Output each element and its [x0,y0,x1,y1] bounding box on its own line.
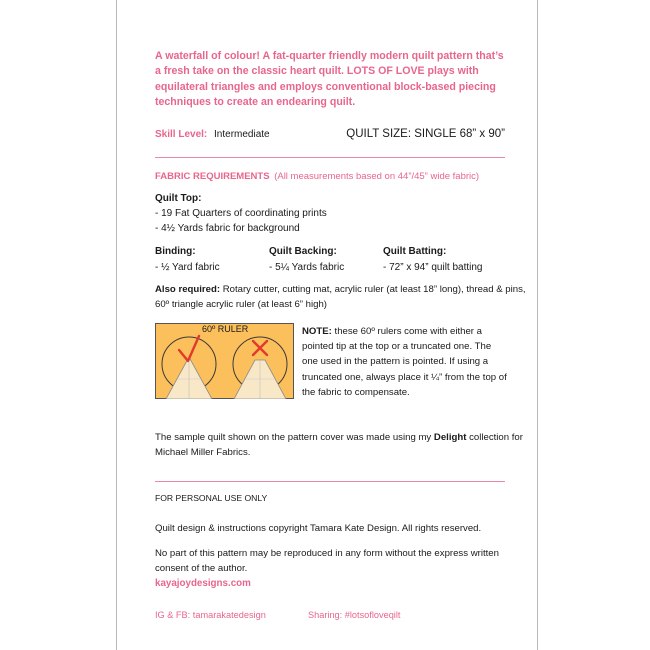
skill-level-value: Intermediate [214,129,270,140]
batting-label: Quilt Batting: [383,246,447,257]
binding-label: Binding: [155,246,196,257]
sample-text-before: The sample quilt shown on the pattern cover was made using my [155,432,434,443]
quilt-top-label: Quilt Top: [155,193,202,204]
note-label: NOTE: [302,326,332,337]
note-text: these 60º rulers come with either a pointed tip at the top or a truncated one. The one used in the pattern is pointed. If using a truncated one, always place it ¼” from the top of the fabric to compensate. [302,326,507,398]
skill-level-label: Skill Level: [155,129,208,140]
sample-quilt-line2: Michael Miller Fabrics. [155,447,251,458]
reproduction-notice-cont: consent of the author. [155,563,248,574]
personal-use-notice: FOR PERSONAL USE ONLY [155,493,268,503]
website-link[interactable]: kayajoydesigns.com [155,578,251,589]
binding-value: - ½ Yard fabric [155,262,220,273]
divider [155,481,505,482]
sample-quilt-line1 [155,432,523,443]
collection-name: Delight [433,432,467,443]
ruler-illustration [155,323,294,399]
skill-level [155,129,270,140]
sample-text-after: collection for [466,432,523,443]
backing-value: - 5¼ Yards fabric [269,262,345,273]
copyright-text: Quilt design & instructions copyright Tamara Kate Design. All rights reserved. [155,523,482,534]
quilt-size: QUILT SIZE: SINGLE 68” x 90” [346,128,505,140]
sharing-hashtag: Sharing: #lotsofloveqilt [308,610,401,620]
quilt-top-item: - 4½ Yards fabric for background [155,223,300,234]
fabric-heading-label: FABRIC REQUIREMENTS [155,171,270,182]
also-required-line2: 60º triangle acrylic ruler (at least 6” high) [155,299,327,310]
also-required-line1: Rotary cutter, cutting mat, acrylic ruler (at least 18” long), thread & pins, [220,284,526,295]
ruler-note [302,324,507,400]
also-required [155,284,526,295]
quilt-top-item: - 19 Fat Quarters of coordinating prints [155,208,327,219]
divider [155,157,505,158]
fabric-heading-note: (All measurements based on 44”/45” wide fabric) [274,171,480,182]
also-required-label: Also required: [155,284,221,295]
reproduction-notice: No part of this pattern may be reproduced in any form without the express written [155,548,499,559]
fabric-requirements-heading [155,171,479,182]
backing-label: Quilt Backing: [269,246,337,257]
social-handle: IG & FB: tamarakatedesign [155,610,266,620]
ruler-label: 60º RULER [202,324,249,334]
batting-value: - 72” x 94” quilt batting [383,262,483,273]
intro-paragraph: A waterfall of colour! A fat-quarter friendly modern quilt pattern that’s a fresh take on the classic heart quilt. LOTS OF LOVE plays with equilateral triangles and employs conventional block-based piecing techniques to create an endearing quilt. [155,50,504,109]
pattern-page [116,0,538,650]
